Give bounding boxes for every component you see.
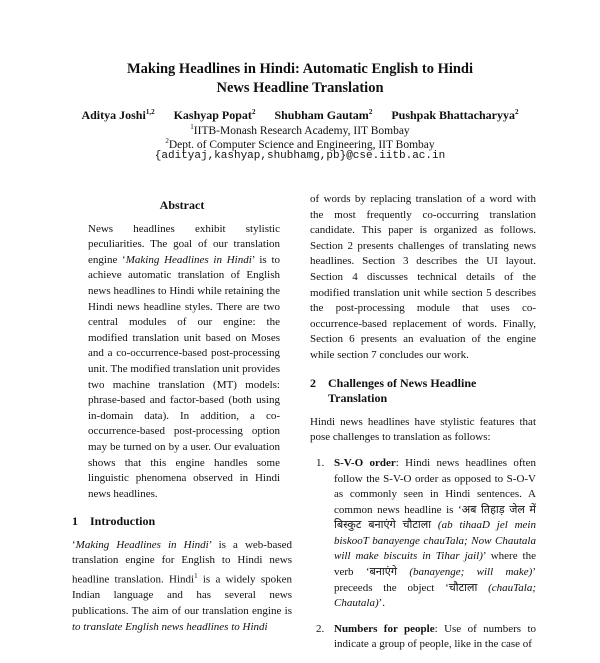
- list-item: 2. Numbers for people: Use of numbers to indicate a group of people, like in the case of: [316, 622, 536, 651]
- author: Shubham Gautam$^2$: [274, 108, 373, 122]
- introduction-text: ‘Making Headlines in Hindi’ is a web-based translation engine for English to Hindi news headline translation. Hindi$^1$ is a widely spoken Indian language and has several news publications. The aim of our translation engine is to translate English news headlines to Hindi: [72, 538, 292, 633]
- author-emails: {adityaj,kashyap,shubhamg,pb}@cse.iitb.ac.in: [154, 150, 446, 162]
- challenges-intro: Hindi news headlines have stylistic features that pose challenges to translation as follows:: [310, 415, 536, 444]
- list-item: 1. S-V-O order: Hindi news headlines often follow the S-V-O order as opposed to S-O-V as commonly seen in Hindi sentences. A common news headline is ‘अब तिहाड़ जेल में बिस्कुट बनाएंगे चौटाला (ab tihaaD jel mein biskooT banayenge chauTala; Now Chautala will make biscuits in Tihar jail)’ where the verb ‘बनाएंगे (banayenge; will make)’ preceeds the object ‘चौटाला (chauTala; Chautala)’.: [316, 456, 536, 610]
- challenges-list: [310, 456, 536, 653]
- author: Aditya Joshi$^{1,2}$: [81, 108, 155, 122]
- author: Pushpak Bhattacharyya$^2$: [391, 108, 519, 122]
- right-column: [310, 192, 536, 663]
- left-column: [72, 198, 292, 635]
- organization-paragraph: of words by replacing translation of a word with the most frequently co-occurring translation candidate. This paper is organized as follows. Section 2 presents challenges of translating news headlines. Section 3 describes the UI layout. Section 4 discusses technical details of the modified translation unit while section 5 describes the post-processing module that uses co-occurrence-based replacement of words. Finally, Section 6 presents an evaluation of the engine while section 7 concludes our work.: [310, 193, 536, 361]
- section-heading-introduction: 1 Introduction: [72, 514, 156, 529]
- affiliation: $^1$IITB-Monash Research Academy, IIT Bombay: [190, 123, 410, 137]
- abstract-text: News headlines exhibit stylistic peculiarities. The goal of our translation engine ‘Making Headlines in Hindi’ is to achieve automatic translation of English news headlines to Hindi while retaining the Hindi news headline styles. There are two central modules of our engine: the modified translation unit based on Moses and a co-occurrence-based post-processing unit. The modified translation unit provides two machine translation (MT) models: phrase-based and factor-based (both using in-domain data). In addition, a co-occurrence-based post-processing option may be turned on by a user. Our evaluation shows that this engine handles some linguistic phenomena observed in Hindi news headlines.: [88, 222, 281, 500]
- author-list: [40, 108, 560, 123]
- affiliation: $^2$Dept. of Computer Science and Engineering, IIT Bombay: [165, 137, 435, 151]
- paper-title: Making Headlines in Hindi: Automatic English to Hindi News Headline Translation: [126, 61, 474, 96]
- abstract-heading: Abstract: [159, 198, 205, 212]
- author: Kashyap Popat$^2$: [173, 108, 256, 122]
- section-heading-challenges: 2 Challenges of News Headline Translation: [310, 375, 477, 406]
